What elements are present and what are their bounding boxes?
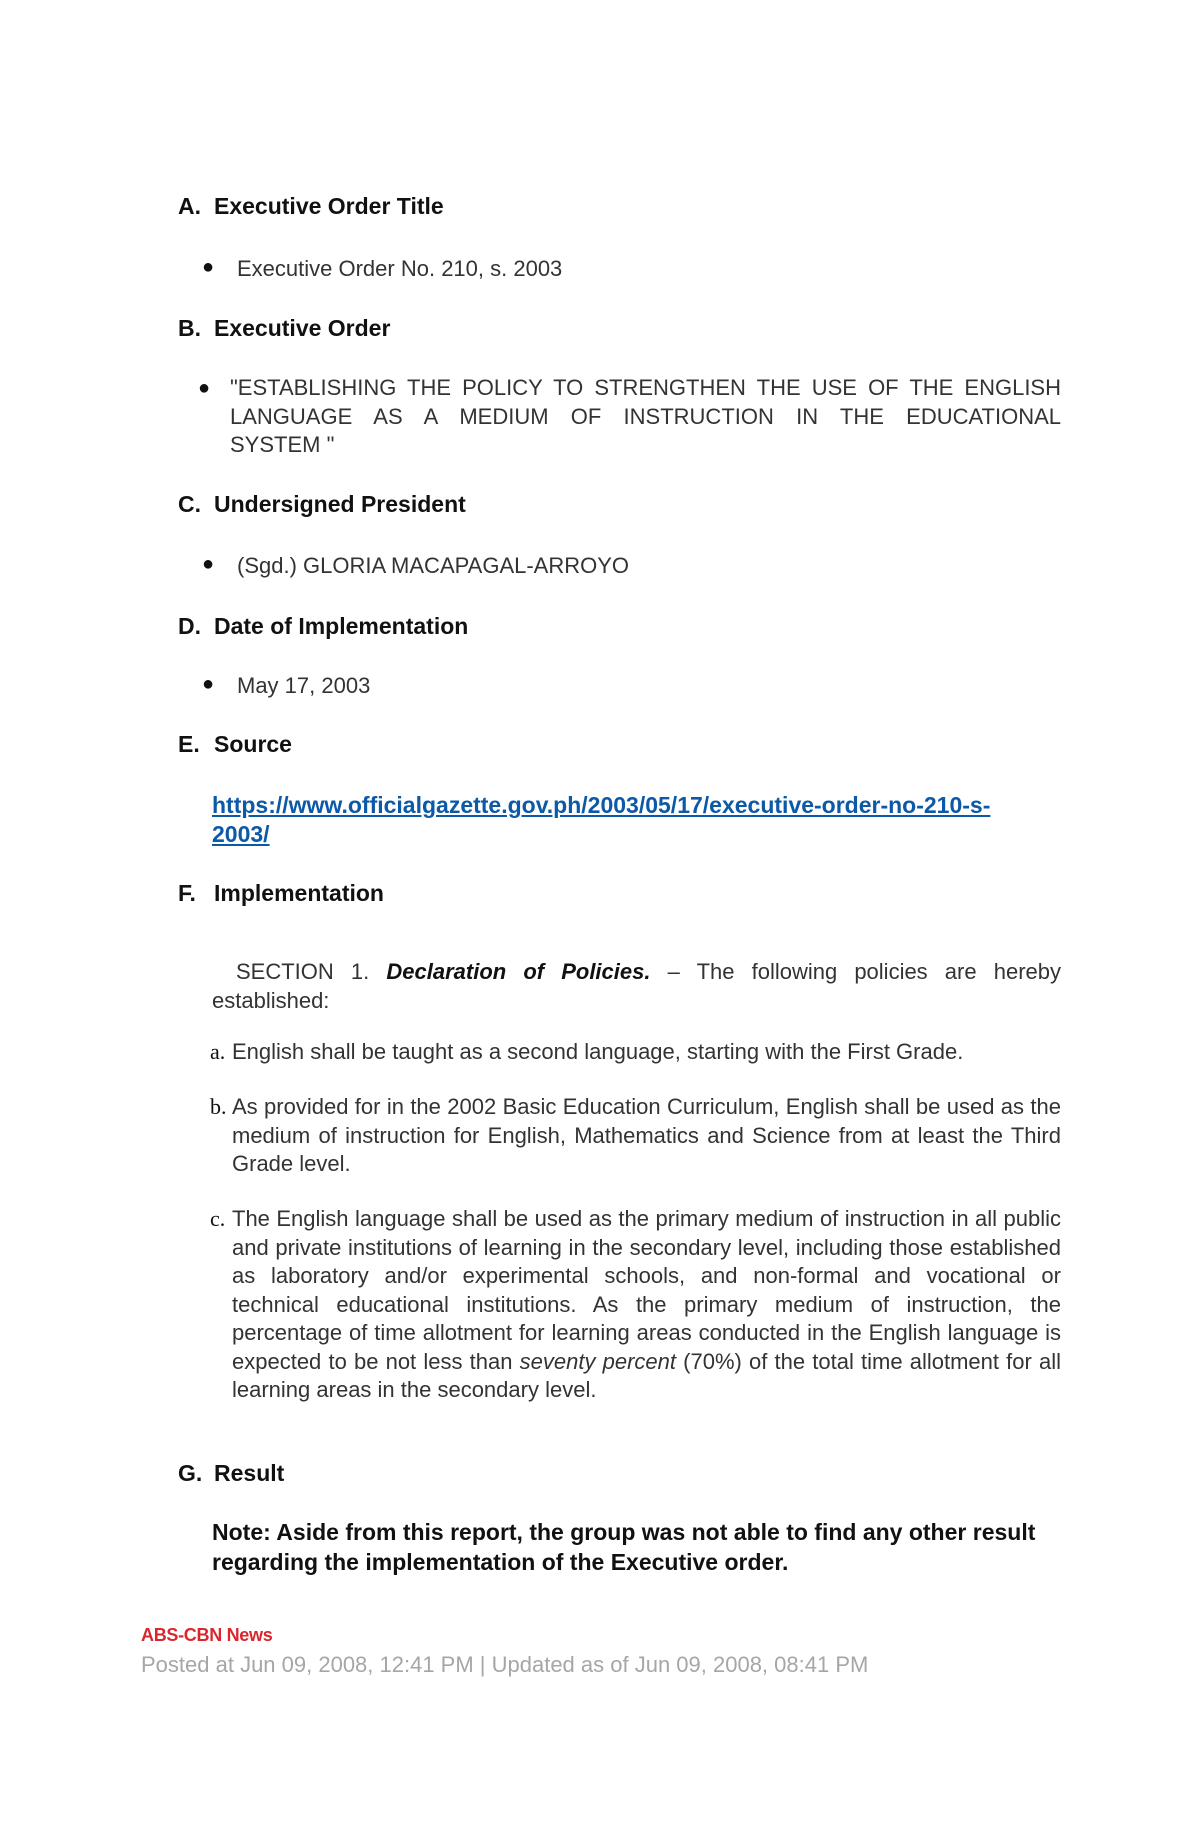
source-link-line-1: https://www.officialgazette.gov.ph/2003/05/17/executive-order-no-210-s-	[212, 792, 991, 818]
section-g-letter: G.	[178, 1460, 203, 1486]
source-link-line-2: 2003/	[212, 821, 270, 847]
section-g-heading	[178, 1460, 284, 1487]
section-g-title: Result	[214, 1460, 285, 1486]
policy-item-b-marker: b.	[210, 1094, 227, 1119]
policy-item-c-text-end: (70%) of the total time allotment for all learning areas in the secondary level.	[232, 1348, 1062, 1402]
policy-item-b	[210, 1093, 1061, 1179]
policy-item-c	[210, 1205, 1062, 1405]
section-c-letter: C.	[178, 491, 201, 517]
policy-item-b-text: As provided for in the 2002 Basic Education Curriculum, English shall be used as the medium of instruction for English, Mathematics and Science from at least the Third Grade level.	[232, 1094, 1061, 1176]
section-f-letter: F.	[178, 880, 196, 906]
section-a-bullet	[202, 256, 563, 282]
section-1-label: SECTION 1.	[236, 959, 370, 984]
result-note: Note: Aside from this report, the group was not able to find any other result regarding the implementation of the Executive order.	[212, 1519, 1036, 1575]
section-e-title: Source	[214, 731, 292, 757]
bullet-icon: ●	[198, 377, 211, 399]
policy-item-a-text: English shall be taught as a second language, starting with the First Grade.	[232, 1039, 964, 1064]
policy-item-c-text: The English language shall be used as the primary medium of instruction in all public and private institutions of learning in the secondary level, including those established as laboratory and/or experimental schools, and non-formal and vocational or technical educational institutions. As the primary medium of instruction, the percentage of time allotment for learning areas conducted in the English language is expected to be not less than	[232, 1206, 1061, 1374]
section-a-title: Executive Order Title	[214, 193, 444, 219]
news-meta: Posted at Jun 09, 2008, 12:41 PM | Updated as of Jun 09, 2008, 08:41 PM	[141, 1652, 869, 1677]
bullet-icon: ●	[202, 673, 215, 695]
news-brand[interactable]: ABS-CBN News	[141, 1625, 273, 1645]
policy-item-a-marker: a.	[210, 1039, 226, 1064]
section-c-bullet-text: (Sgd.) GLORIA MACAPAGAL-ARROYO	[237, 553, 630, 578]
section-1-paragraph	[212, 958, 1061, 1015]
section-d-heading	[178, 613, 468, 640]
section-c-title: Undersigned President	[214, 491, 466, 517]
section-1-title: Declaration of Policies.	[386, 959, 651, 984]
section-a-heading	[178, 193, 444, 220]
section-f-title: Implementation	[214, 880, 384, 906]
section-b-line-2: LANGUAGE AS A MEDIUM OF INSTRUCTION IN THE EDUCATIONAL	[230, 403, 1061, 429]
section-b-bullet	[198, 374, 1061, 460]
section-e-heading	[178, 731, 292, 758]
section-a-letter: A.	[178, 193, 201, 219]
section-c-heading	[178, 491, 466, 518]
section-1-text: – The following policies are hereby established:	[212, 959, 1061, 1013]
section-b-heading	[178, 315, 390, 342]
section-b-title: Executive Order	[214, 315, 391, 341]
section-d-title: Date of Implementation	[214, 613, 469, 639]
source-link[interactable]	[212, 791, 990, 849]
section-f-heading	[178, 880, 384, 907]
policy-item-c-emphasis: seventy percent	[519, 1348, 676, 1374]
policy-item-a	[210, 1038, 1061, 1067]
section-a-bullet-text: Executive Order No. 210, s. 2003	[237, 256, 563, 281]
bullet-icon: ●	[202, 553, 215, 575]
section-b-line-3: SYSTEM "	[230, 432, 335, 457]
section-c-bullet	[202, 553, 630, 579]
section-b-line-1: "ESTABLISHING THE POLICY TO STRENGTHEN THE USE OF THE ENGLISH	[230, 375, 1061, 400]
section-d-letter: D.	[178, 613, 201, 639]
policy-item-c-marker: c.	[210, 1206, 226, 1231]
section-d-bullet	[202, 673, 371, 699]
bullet-icon: ●	[202, 256, 215, 278]
section-b-letter: B.	[178, 315, 201, 341]
section-d-bullet-text: May 17, 2003	[237, 673, 371, 698]
section-e-letter: E.	[178, 731, 200, 757]
